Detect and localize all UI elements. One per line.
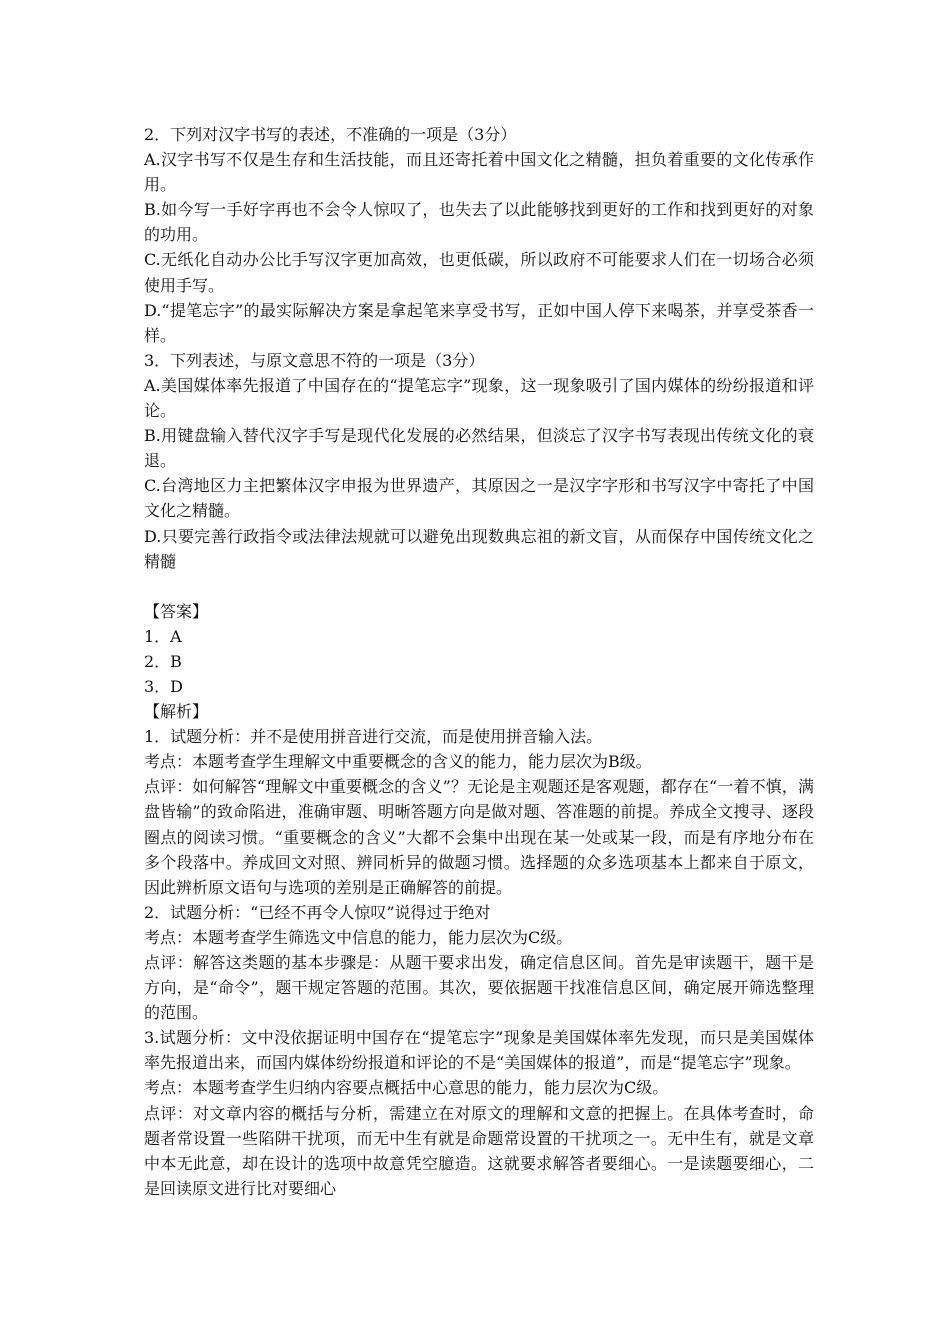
question-2-option-b: B.如今写一手好字再也不会令人惊叹了，也失去了以此能够找到更好的工作和找到更好的对象的功用。 bbox=[144, 200, 814, 245]
analysis-2-text: 2．试题分析：“已经不再令人惊叹”说得过于绝对 bbox=[144, 902, 491, 922]
answer-item-3: 3．D bbox=[144, 676, 184, 696]
analysis-3-dianping: 点评：对文章内容的概括与分析，需建立在对原文的理解和文意的把握上。在具体考查时，命题者常设置一些陷阱干扰项，而无中生有就是命题常设置的干扰项之一。无中生有，就是文章中本无此意，却在设计的选项中故意凭空臆造。这就要求解答者要细心。一是读题要细心，二是回读原文进行比对要细心 bbox=[144, 1103, 814, 1198]
analysis-1-dianping: 点评：如何解答“理解文中重要概念的含义”？无论是主观题还是客观题，都存在“一着不慎，满盘皆输”的致命陷进，准确审题、明晰答题方向是做对题、答准题的前提。养成全文搜寻、逐段圈点的阅读习惯。“重要概念的含义”大都不会集中出现在某一处或某一段，而是有序地分布在多个段落中。养成回文对照、辨同析异的做题习惯。选择题的众多选项基本上都来自于原文，因此辨析原文语句与选项的差别是正确解答的前提。 bbox=[144, 777, 814, 897]
question-2-stem: 2．下列对汉字书写的表述，不准确的一项是（3分） bbox=[144, 125, 517, 144]
question-3-stem: 3．下列表述，与原文意思不符的一项是（3分） bbox=[144, 350, 485, 370]
question-3-option-a: A.美国媒体率先报道了中国存在的“提笔忘字”现象，这一现象吸引了国内媒体的纷纷报道和评论。 bbox=[144, 375, 814, 421]
answer-item-2: 2．B bbox=[144, 651, 182, 671]
answer-item-1: 1．A bbox=[144, 626, 182, 646]
analysis-heading: 【解析】 bbox=[144, 702, 209, 722]
analysis-2-dianping: 点评：解答这类题的基本步骤是：从题干要求出发，确定信息区间。首先是审读题干，题干是方向，是“命令”，题干规定答题的范围。其次，要依据题干找准信息区间，确定展开筛选整理的范围。 bbox=[144, 953, 814, 1023]
question-2-option-a: A.汉字书写不仅是生存和生活技能，而且还寄托着中国文化之精髓，担负着重要的文化传承作用。 bbox=[144, 150, 814, 195]
analysis-2-kaodian: 考点：本题考查学生筛选文中信息的能力，能力层次为C级。 bbox=[144, 927, 573, 947]
question-3-option-c: C.台湾地区力主把繁体汉字申报为世界遗产，其原因之一是汉字字形和书写汉字中寄托了中国文化之精髓。 bbox=[144, 476, 814, 521]
question-2-option-d: D.“提笔忘字”的最实际解决方案是拿起笔来享受书写，正如中国人停下来喝茶，并享受茶香一样。 bbox=[144, 300, 814, 345]
analysis-3-text: 3.试题分析：文中没依据证明中国存在“提笔忘字”现象是美国媒体率先发现，而只是美国媒体率先报道出来，而国内媒体纷纷报道和评论的不是“美国媒体的报道”，而是“提笔忘字”现象。 bbox=[144, 1028, 814, 1073]
answer-heading: 【答案】 bbox=[144, 601, 209, 621]
document-page bbox=[144, 122, 814, 1201]
question-2-option-c: C.无纸化自动办公比手写汉字更加高效，也更低碳，所以政府不可能要求人们在一切场合必须使用手写。 bbox=[144, 250, 814, 295]
analysis-1-kaodian: 考点：本题考查学生理解文中重要概念的含义的能力，能力层次为B级。 bbox=[144, 752, 652, 772]
question-3-option-d: D.只要完善行政指令或法律法规就可以避免出现数典忘祖的新文盲，从而保存中国传统文化之精髓 bbox=[144, 526, 814, 571]
section-spacer bbox=[144, 574, 814, 599]
analysis-3-kaodian: 考点：本题考查学生归纳内容要点概括中心意思的能力，能力层次为C级。 bbox=[144, 1078, 669, 1098]
question-3-option-b: B.用键盘输入替代汉字手写是现代化发展的必然结果，但淡忘了汉字书写表现出传统文化的衰退。 bbox=[144, 426, 814, 471]
analysis-1-text: 1．试题分析：并不是使用拼音进行交流，而是使用拼音输入法。 bbox=[144, 727, 603, 747]
